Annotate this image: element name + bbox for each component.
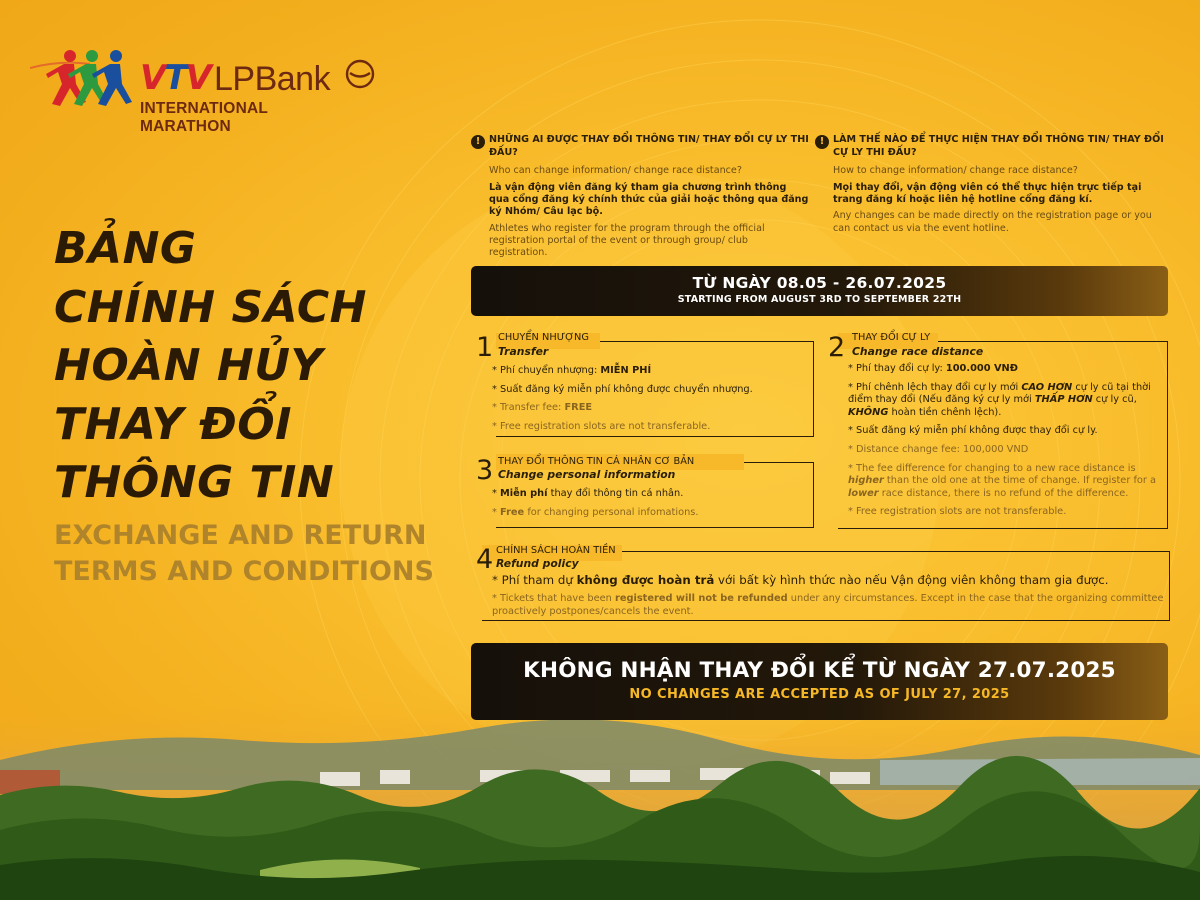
policy-line: * Suất đăng ký miễn phí không được thay đổi cự ly. [848, 425, 1098, 437]
section-number: 4 [476, 544, 494, 575]
section-title-vi: THAY ĐỔI CỰ LY [852, 332, 931, 343]
section-change-distance [826, 331, 1170, 531]
faq-question-en: How to change information/ change race distance? [833, 165, 1078, 176]
section-title-en: Transfer [498, 345, 549, 358]
section-number: 2 [828, 332, 846, 363]
section-number: 1 [476, 332, 494, 363]
subtitle-line: TERMS AND CONDITIONS [54, 556, 434, 587]
policy-line: * Phí tham dự không được hoàn trả với bất kỳ hình thức nào nếu Vận động viên không tham gia được. [492, 573, 1109, 587]
policy-line: * Phí thay đổi cự ly: 100.000 VNĐ [848, 363, 1018, 374]
policy-line-en: * The fee difference for changing to a new race distance is higher than the old one at the time of change. If register for a lower race distance, there is no refund of the difference. [848, 462, 1157, 499]
runners-icon [30, 46, 140, 116]
faq-answer-en: Any changes can be made directly on the registration page or you can contact us via the event hotline. [833, 210, 1152, 234]
section-title-en: Change personal information [498, 468, 676, 481]
title-line: CHÍNH SÁCH [54, 281, 367, 333]
policy-line-en: * Free for changing personal infomations. [492, 506, 699, 518]
date-range-title: TỪ NGÀY 08.05 - 26.07.2025 [692, 274, 947, 292]
title-line: HOÀN HỦY [54, 340, 323, 391]
subtitle-line: EXCHANGE AND RETURN [54, 520, 427, 551]
policy-line: * Suất đăng ký miễn phí không được chuyển nhượng. [492, 383, 753, 395]
policy-line-en: * Free registration slots are not transferable. [848, 506, 1067, 518]
faq-question [815, 134, 1170, 159]
event-logo [30, 44, 360, 135]
title-line: BẢNG [54, 223, 197, 274]
title-line: THÔNG TIN [54, 457, 335, 508]
no-changes-banner [471, 643, 1168, 720]
faq-how [815, 134, 1170, 235]
policy-line-en: * Tickets that have been registered will not be refunded under any circumstances. Except in the case that the organizing committee proactively postpones/cancels the event. [492, 593, 1164, 617]
faq-answer-en: Athletes who register for the program through the official registration portal of the event or through group/ club registration. [489, 222, 765, 259]
section-transfer [476, 331, 816, 439]
faq-answer: Là vận động viên đăng ký tham gia chương trình thông qua cổng đăng ký chính thức của giải hoặc thông qua đăng ký Nhóm/ Câu lạc bộ. [489, 182, 809, 218]
date-range-banner [471, 266, 1168, 316]
faq-question-text: LÀM THẾ NÀO ĐỂ THỰC HIỆN THAY ĐỔI THÔNG TIN/ THAY ĐỔI CỰ LY THI ĐẤU? [833, 134, 1164, 158]
exclamation-icon: ! [815, 135, 829, 149]
page-subtitle [54, 518, 474, 590]
section-body [492, 573, 1164, 624]
faq-question [471, 134, 809, 159]
logo-subtitle: INTERNATIONAL MARATHON [140, 100, 268, 135]
section-number: 3 [476, 455, 494, 486]
policy-line: * Phí chênh lệch thay đổi cự ly mới CAO HƠN cự ly cũ tại thời điểm thay đổi (Nếu đăng ký cự ly mới THẤP HƠN cự ly cũ, KHÔNG hoàn tiền chênh lệch). [848, 381, 1151, 418]
faq-question-text: NHỮNG AI ĐƯỢC THAY ĐỔI THÔNG TIN/ THAY ĐỔI CỰ LY THI ĐẤU? [489, 134, 809, 158]
page-title [54, 220, 454, 513]
section-title-vi: CHÍNH SÁCH HOÀN TIỀN [496, 545, 616, 556]
lpbank-wordmark: LPBank [214, 60, 331, 98]
section-title-vi: THAY ĐỔI THÔNG TIN CÁ NHÂN CƠ BẢN [498, 456, 695, 467]
lpbank-mark-icon [344, 58, 376, 90]
faq-who [471, 134, 809, 259]
landscape-photo [0, 700, 1200, 900]
policy-line-en: * Distance change fee: 100,000 VND [848, 443, 1029, 455]
section-title-en: Change race distance [852, 345, 984, 358]
section-refund-policy [476, 545, 1172, 625]
section-title-en: Refund policy [496, 557, 579, 570]
section-body [492, 365, 810, 439]
policy-line-en: * Transfer fee: FREE [492, 402, 593, 414]
title-line: THAY ĐỔI [54, 398, 292, 450]
policy-line: * Miễn phí thay đổi thông tin cá nhân. [492, 488, 684, 499]
faq-question-en: Who can change information/ change race distance? [489, 165, 742, 176]
section-body [492, 488, 810, 525]
section-title-vi: CHUYỂN NHƯỢNG [498, 332, 589, 343]
section-personal-info [476, 454, 816, 530]
section-body [848, 363, 1160, 525]
date-range-subtitle: STARTING FROM AUGUST 3RD TO SEPTEMBER 22TH [677, 294, 962, 305]
policy-line: * Phí chuyển nhượng: MIỄN PHÍ [492, 365, 652, 376]
exclamation-icon: ! [471, 135, 485, 149]
no-changes-subtitle: NO CHANGES ARE ACCEPTED AS OF JULY 27, 2025 [629, 687, 1010, 702]
faq-answer: Mọi thay đổi, vận động viên có thể thực hiện trực tiếp tại trang đăng kí hoặc liên hệ hotline cổng đăng kí. [833, 182, 1142, 206]
no-changes-title: KHÔNG NHẬN THAY ĐỔI KỂ TỪ NGÀY 27.07.2025 [523, 658, 1116, 683]
vtv-wordmark: VTV [140, 58, 210, 98]
policy-line-en: * Free registration slots are not transferable. [492, 420, 711, 432]
